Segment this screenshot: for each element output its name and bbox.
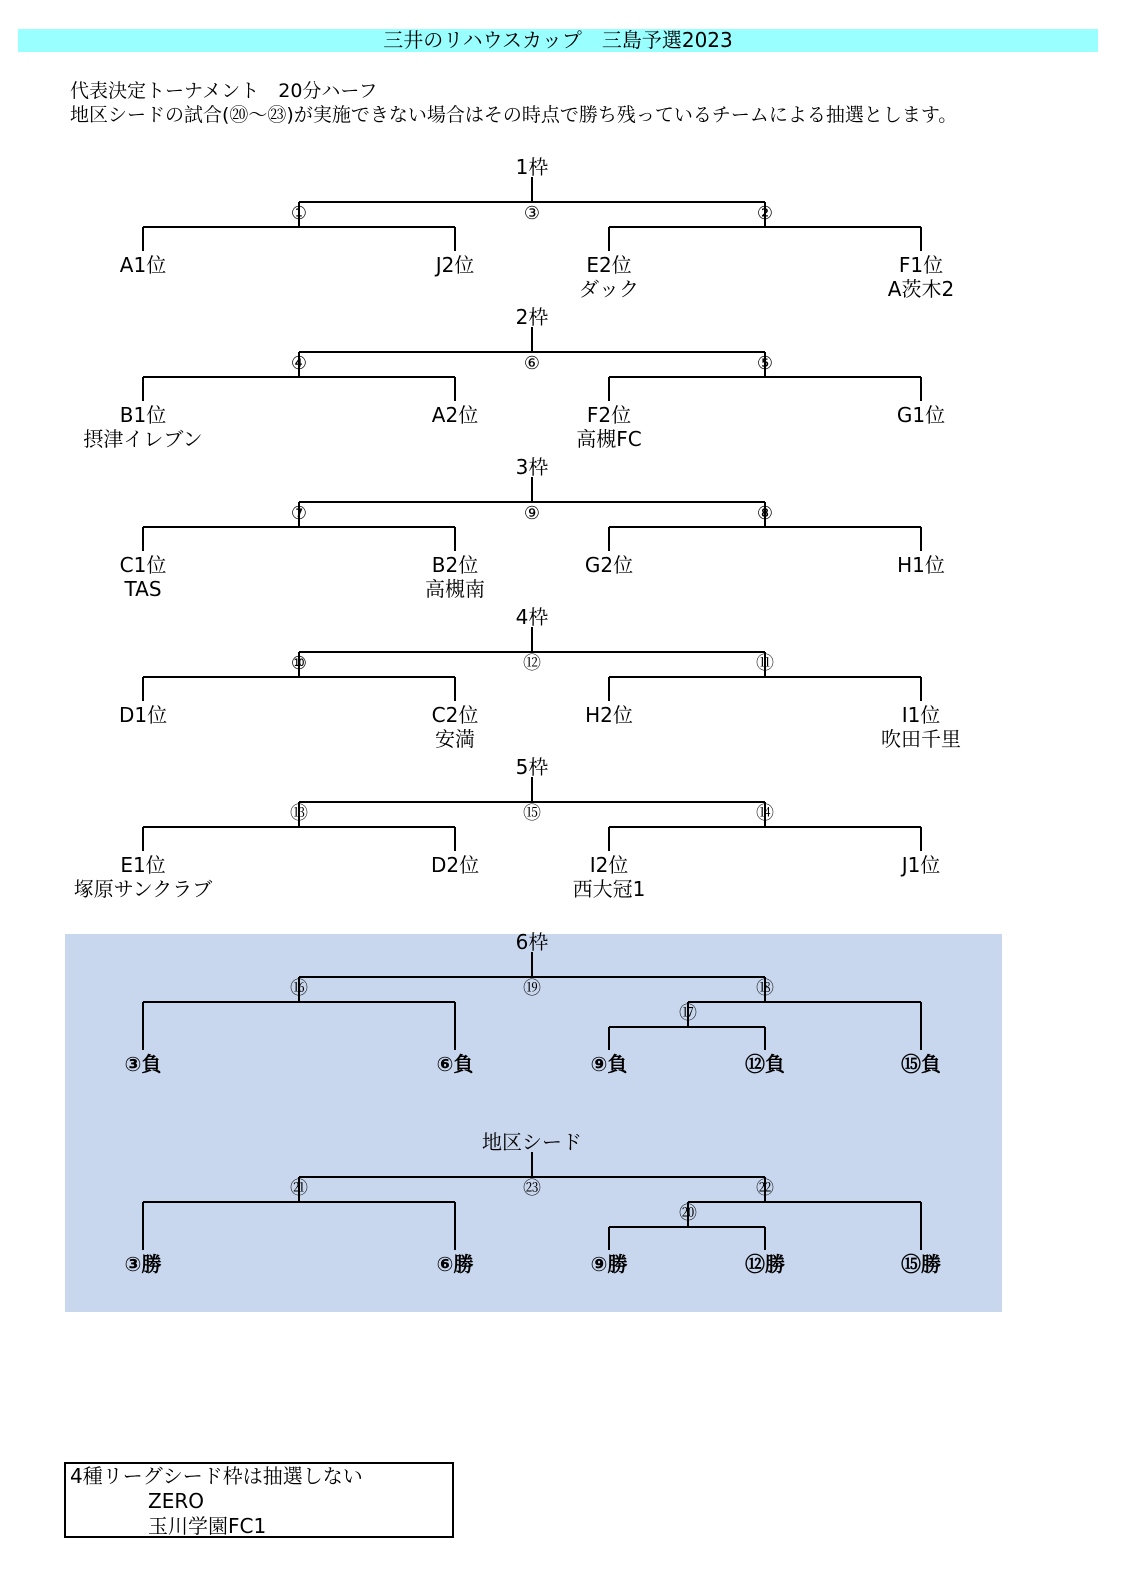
slot-label: ⑥負 — [436, 1052, 474, 1076]
slot-label: ③勝 — [124, 1252, 162, 1276]
match-number: ⑱ — [756, 978, 774, 999]
team-rank-label: I1位 — [901, 703, 941, 727]
slot-label: ⑫負 — [745, 1052, 785, 1076]
match-number: ⑪ — [756, 653, 774, 674]
slot-label: ⑮勝 — [901, 1252, 941, 1276]
team-rank-label: I2位 — [589, 853, 629, 877]
note-line-2: 地区シードの試合(⑳～㉓)が実施できない場合はその時点で勝ち残っているチームによる抽選とします。 — [70, 104, 958, 126]
note-line-1: 代表決定トーナメント 20分ハーフ — [70, 80, 378, 102]
legend-heading: 4種リーグシード枠は抽選しない — [70, 1464, 363, 1488]
team-rank-label: D1位 — [118, 703, 168, 727]
team-name-label: 高槻FC — [576, 427, 642, 451]
team-rank-label: A1位 — [119, 253, 167, 277]
bracket-frame-label: 4枠 — [515, 605, 549, 629]
team-rank-label: C2位 — [431, 703, 479, 727]
match-number: ⑫ — [523, 653, 541, 674]
match-number: ⑭ — [756, 803, 774, 824]
match-number: ④ — [290, 353, 308, 374]
bracket-frame-label: 1枠 — [515, 155, 549, 179]
match-number: ⑯ — [290, 978, 308, 999]
team-rank-label: J1位 — [901, 853, 941, 877]
team-rank-label: H1位 — [897, 553, 945, 577]
page-title: 三井のリハウスカップ 三島予選2023 — [383, 28, 733, 52]
match-number: ⑬ — [290, 803, 308, 824]
team-rank-label: B2位 — [431, 553, 479, 577]
team-name-label: 安満 — [435, 727, 475, 751]
match-number: ⑩ — [290, 653, 308, 674]
bracket-frame-label: 3枠 — [515, 455, 549, 479]
team-name-label: TAS — [124, 577, 162, 601]
team-rank-label: E1位 — [120, 853, 166, 877]
team-rank-label: G1位 — [896, 403, 946, 427]
match-number: ㉒ — [756, 1178, 774, 1199]
team-rank-label: A2位 — [431, 403, 479, 427]
bracket-frame-label: 地区シード — [482, 1130, 582, 1154]
team-rank-label: B1位 — [119, 403, 167, 427]
seed-legend-box — [64, 1462, 454, 1538]
match-number: ⑲ — [523, 978, 541, 999]
team-name-label: 西大冠1 — [572, 877, 646, 901]
bracket-frame-label: 5枠 — [515, 755, 549, 779]
team-rank-label: J2位 — [435, 253, 475, 277]
match-number: ⑰ — [679, 1003, 697, 1024]
team-rank-label: H2位 — [585, 703, 633, 727]
match-number: ㉓ — [523, 1178, 541, 1199]
bracket-frame-label: 2枠 — [515, 305, 549, 329]
match-number: ⑤ — [756, 353, 774, 374]
match-number: ③ — [523, 203, 541, 224]
slot-label: ⑥勝 — [436, 1252, 474, 1276]
bracket-frame-label: 6枠 — [515, 930, 549, 954]
team-rank-label: F2位 — [586, 403, 632, 427]
team-name-label: ダック — [579, 277, 639, 301]
team-name-label: A茨木2 — [887, 277, 955, 301]
team-name-label: 塚原サンクラブ — [73, 877, 213, 901]
team-rank-label: G2位 — [584, 553, 634, 577]
team-rank-label: C1位 — [119, 553, 167, 577]
team-name-label: 吹田千里 — [881, 727, 961, 751]
match-number: ㉑ — [290, 1178, 308, 1199]
slot-label: ⑫勝 — [745, 1252, 785, 1276]
match-number: ⑮ — [523, 803, 541, 824]
legend-item: 玉川学園FC1 — [148, 1514, 267, 1538]
match-number: ⑨ — [523, 503, 541, 524]
team-rank-label: D2位 — [430, 853, 480, 877]
team-name-label: 摂津イレブン — [83, 427, 203, 451]
team-rank-label: E2位 — [586, 253, 632, 277]
slot-label: ⑨勝 — [590, 1252, 628, 1276]
legend-item: ZERO — [148, 1489, 204, 1513]
slot-label: ⑮負 — [901, 1052, 941, 1076]
team-name-label: 高槻南 — [425, 577, 485, 601]
match-number: ⑦ — [290, 503, 308, 524]
slot-label: ③負 — [124, 1052, 162, 1076]
team-rank-label: F1位 — [898, 253, 944, 277]
match-number: ⑧ — [756, 503, 774, 524]
match-number: ⑳ — [679, 1203, 697, 1224]
slot-label: ⑨負 — [590, 1052, 628, 1076]
match-number: ① — [290, 203, 308, 224]
match-number: ② — [756, 203, 774, 224]
match-number: ⑥ — [523, 353, 541, 374]
